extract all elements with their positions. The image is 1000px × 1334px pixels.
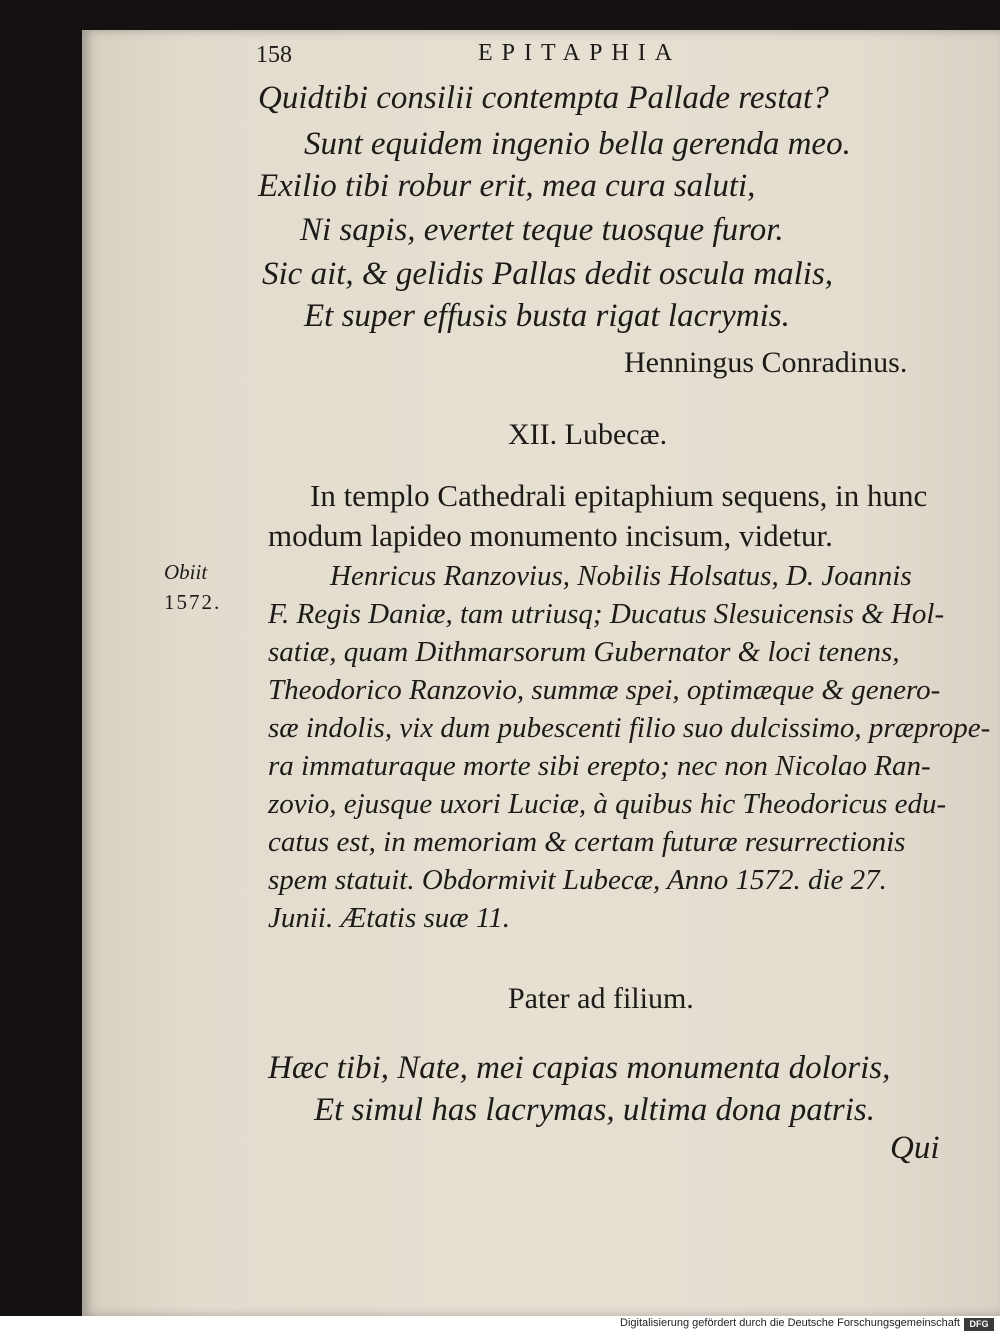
inscription-line: spem statuit. Obdormivit Lubecæ, Anno 1572. die 27. — [268, 864, 887, 896]
inscription-line: satiæ, quam Dithmarsorum Gubernator & loci tenens, — [268, 636, 900, 668]
epitaph-line: Hæc tibi, Nate, mei capias monumenta doloris, — [268, 1050, 891, 1086]
inscription-line: Junii. Ætatis suæ 11. — [268, 902, 510, 934]
margin-year: 1572. — [164, 590, 222, 614]
poem-line: Quidtibi consilii contempta Pallade restat? — [258, 80, 829, 116]
inscription-line: ra immaturaque morte sibi erepto; nec non Nicolao Ran- — [268, 750, 931, 782]
page-number: 158 — [256, 42, 292, 68]
footer-credit: Digitalisierung gefördert durch die Deutsche Forschungsgemeinschaft — [620, 1317, 960, 1329]
inscription-line: Theodorico Ranzovio, summæ spei, optimæque & genero- — [268, 674, 941, 706]
inscription-line: zovio, ejusque uxori Luciæ, à quibus hic Theodoricus edu- — [268, 788, 947, 820]
poem-author: Henningus Conradinus. — [624, 346, 908, 379]
margin-note: Obiit — [164, 560, 208, 584]
subsection-heading: Pater ad filium. — [508, 982, 694, 1015]
poem-line: Et super effusis busta rigat lacrymis. — [304, 298, 790, 334]
inscription-line: sæ indolis, vix dum pubescenti filio suo dulcissimo, præprope- — [268, 712, 991, 744]
poem-line: Sunt equidem ingenio bella gerenda meo. — [304, 126, 851, 162]
running-title: EPITAPHIA — [478, 40, 682, 66]
section-heading: XII. Lubecæ. — [508, 418, 668, 451]
epitaph-line: Et simul has lacrymas, ultima dona patris. — [314, 1092, 876, 1128]
intro-line: In templo Cathedrali epitaphium sequens, in hunc — [310, 478, 928, 513]
poem-line: Ni sapis, evertet teque tuosque furor. — [300, 212, 784, 248]
dfg-logo-icon: DFG — [964, 1318, 994, 1331]
poem-line: Sic ait, & gelidis Pallas dedit oscula malis, — [262, 256, 834, 292]
inscription-line: catus est, in memoriam & certam futuræ resurrectionis — [268, 826, 906, 858]
catchword: Qui — [890, 1130, 940, 1166]
inscription-line: F. Regis Daniæ, tam utriusq; Ducatus Slesuicensis & Hol- — [268, 598, 945, 630]
poem-line: Exilio tibi robur erit, mea cura saluti, — [258, 168, 756, 204]
intro-line: modum lapideo monumento incisum, videtur. — [268, 518, 833, 553]
footer-bar — [0, 1316, 1000, 1334]
inscription-line: Henricus Ranzovius, Nobilis Holsatus, D. Joannis — [330, 560, 912, 592]
